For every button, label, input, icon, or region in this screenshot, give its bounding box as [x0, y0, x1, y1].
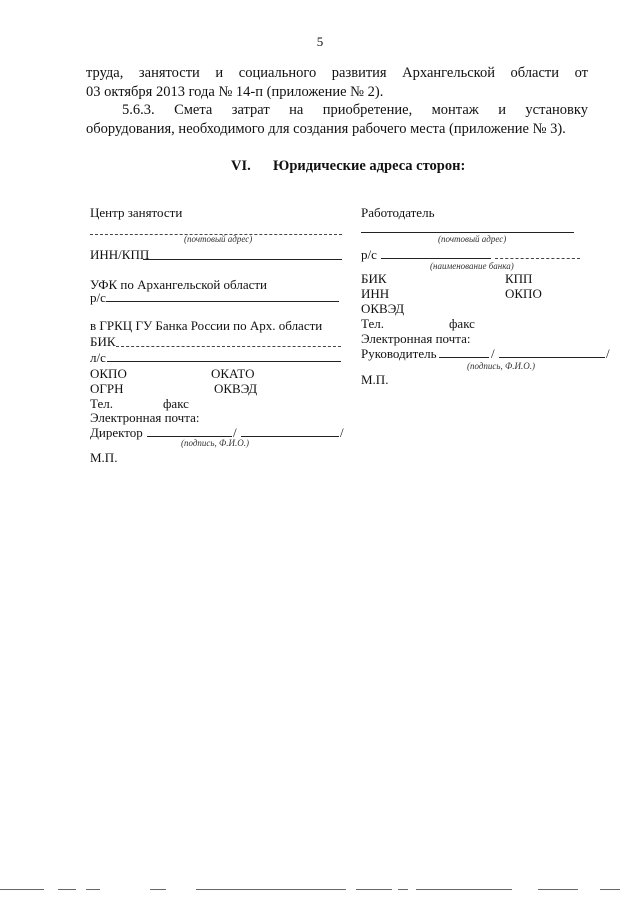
ls-line: [107, 361, 341, 362]
rs-label: р/с: [90, 290, 106, 305]
ufk-label: УФК по Архангельской области: [90, 277, 268, 292]
bank-label: в ГРКЦ ГУ Банка России по Арх. области: [90, 318, 323, 333]
bank-name-caption: (наименование банка): [430, 261, 514, 271]
head-label: Руководитель: [361, 346, 437, 361]
rs-line-continued: [495, 258, 580, 259]
scan-artifact-line: [150, 889, 166, 890]
postal-address-caption: (почтовый адрес): [184, 234, 253, 244]
inn-kpp-label: ИНН/КПП: [90, 247, 150, 262]
director-label: Директор: [90, 425, 143, 440]
section-title: Юридические адреса сторон:: [273, 158, 466, 174]
paragraph-line: труда, занятости и социального развития Архангельской области от: [86, 65, 588, 81]
stamp-place-label: М.П.: [90, 450, 118, 465]
employer-heading: Работодатель: [361, 205, 435, 220]
scan-artifact-line: [416, 889, 512, 890]
scan-artifact-line: [398, 889, 408, 890]
okved-label: ОКВЭД: [214, 381, 258, 396]
scan-artifact-line: [196, 889, 346, 890]
inn-kpp-line: [143, 259, 342, 260]
ogrn-label: ОГРН: [90, 381, 124, 396]
slash: /: [491, 346, 495, 361]
scan-artifact-line: [538, 889, 578, 890]
stamp-place-label: М.П.: [361, 372, 389, 387]
head-name-line: [499, 357, 605, 358]
slash: /: [340, 425, 344, 440]
bik-label: БИК: [361, 271, 387, 286]
scan-artifact-line: [600, 889, 620, 890]
director-signature-line: [147, 436, 232, 437]
postal-address-line: [361, 232, 574, 233]
signature-caption: (подпись, Ф.И.О.): [181, 438, 250, 448]
tel-label: Тел.: [361, 316, 384, 331]
okato-label: ОКАТО: [211, 366, 255, 381]
director-name-line: [241, 436, 339, 437]
scan-artifact-line: [58, 889, 76, 890]
head-signature-line: [439, 357, 489, 358]
slash: /: [606, 346, 610, 361]
paragraph-line: 03 октября 2013 года № 14-п (приложение № 2).: [86, 84, 384, 100]
rs-line: [381, 258, 491, 259]
section-number: VI.: [231, 158, 251, 174]
paragraph-line: оборудования, необходимого для создания рабочего места (приложение № 3).: [86, 121, 566, 137]
okpo-label: ОКПО: [90, 366, 127, 381]
scan-artifact-line: [86, 889, 100, 890]
tel-label: Тел.: [90, 396, 113, 411]
okved-label: ОКВЭД: [361, 301, 405, 316]
email-label: Электронная почта:: [361, 331, 471, 346]
rs-label: р/с: [361, 247, 377, 262]
fax-label: факс: [163, 396, 189, 411]
scan-artifact-line: [0, 889, 44, 890]
scan-artifact-line: [356, 889, 392, 890]
page-number: 5: [316, 34, 324, 49]
slash: /: [233, 425, 237, 440]
okpo-label: ОКПО: [505, 286, 542, 301]
signature-caption: (подпись, Ф.И.О.): [467, 361, 536, 371]
bik-line: [116, 346, 341, 347]
fax-label: факс: [449, 316, 475, 331]
inn-label: ИНН: [361, 286, 390, 301]
bik-label: БИК: [90, 334, 116, 349]
email-label: Электронная почта:: [90, 410, 200, 425]
employment-center-heading: Центр занятости: [90, 205, 183, 220]
kpp-label: КПП: [505, 271, 533, 286]
rs-line: [106, 301, 339, 302]
postal-address-caption: (почтовый адрес): [438, 234, 507, 244]
ls-label: л/с: [90, 350, 106, 365]
paragraph-line: 5.6.3. Смета затрат на приобретение, монтаж и установку: [122, 102, 588, 118]
